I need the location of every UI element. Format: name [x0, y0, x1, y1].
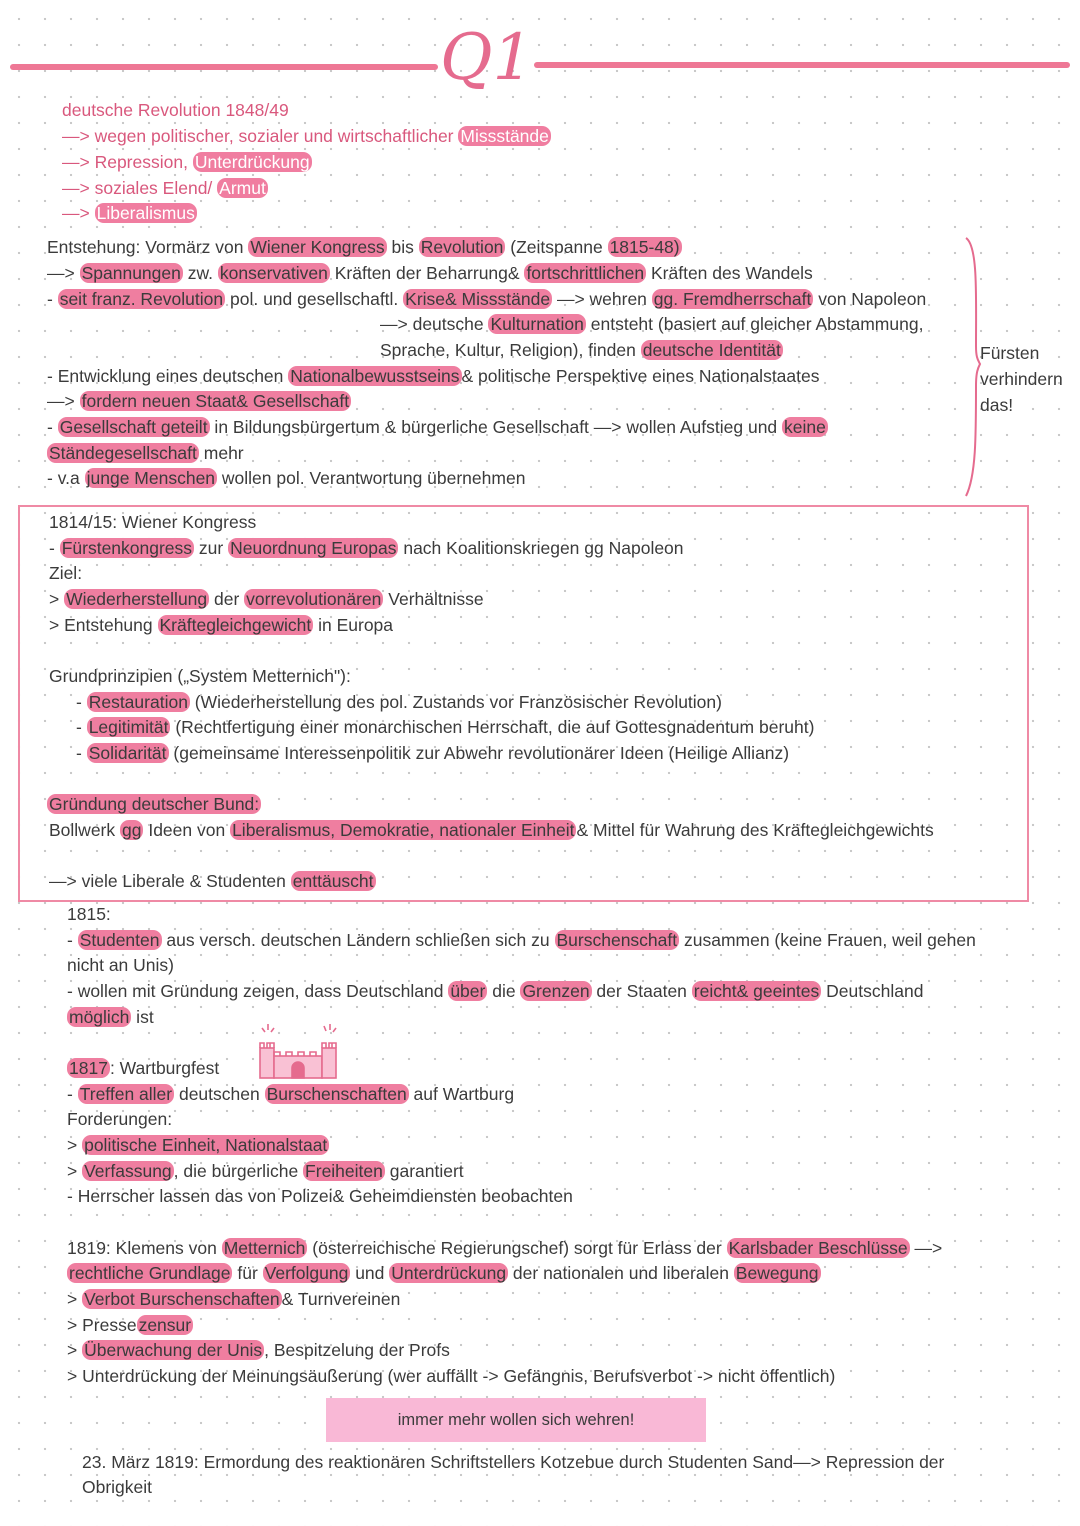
side-note-line: verhindern	[980, 369, 1063, 389]
text-segment: - Herrscher lassen das von Polizei& Geheimdiensten beobachten	[67, 1186, 573, 1206]
note-line	[62, 125, 551, 147]
highlighted-text: Fürstenkongress	[61, 538, 193, 558]
castle-icon	[248, 1020, 340, 1082]
text-segment: der nationalen und liberalen	[508, 1263, 734, 1283]
note-line	[47, 467, 525, 489]
highlighted-text: fordern neuen Staat& Gesellschaft	[81, 391, 350, 411]
note-line	[47, 262, 813, 284]
text-segment: entsteht (basiert auf gleicher Abstammung,	[585, 314, 924, 334]
text-segment: >	[67, 1135, 83, 1155]
text-segment: > Entstehung	[49, 615, 158, 635]
text-segment: 1814/15: Wiener Kongress	[49, 512, 257, 532]
note-line	[62, 177, 268, 199]
text-segment: die	[487, 981, 521, 1001]
text-segment: in Bildungsbürgertum & bürgerliche Gesellschaft —> wollen Aufstieg und	[209, 417, 783, 437]
text-segment: Obrigkeit	[82, 1477, 153, 1497]
highlighted-text: zensur	[138, 1315, 192, 1335]
text-segment: der	[209, 589, 245, 609]
note-line	[82, 1451, 944, 1473]
note-line	[67, 1057, 219, 1079]
text-segment: - v.a	[47, 468, 85, 488]
text-segment: —> soziales Elend/	[62, 178, 218, 198]
text-segment: deutsche Revolution 1848/49	[62, 100, 289, 120]
note-line	[380, 339, 783, 361]
highlighted-text: Restauration	[88, 692, 188, 712]
highlighted-text: Studenten	[79, 930, 160, 950]
side-note-line: Fürsten	[980, 343, 1040, 363]
note-line	[47, 416, 828, 438]
text-segment: Forderungen:	[67, 1109, 173, 1129]
side-note	[980, 340, 1063, 418]
text-segment: 23. März 1819: Ermordung des reaktionären Schriftstellers Kotzebue durch Studenten Sand—> Repression der	[82, 1452, 945, 1472]
title-rule-right	[534, 62, 1070, 68]
note-line	[67, 903, 111, 925]
text-segment: in Europa	[313, 615, 394, 635]
highlighted-text: Freiheiten	[305, 1161, 383, 1181]
highlighted-text: deutsche Identität	[642, 340, 781, 360]
text-segment: (gemeinsame Interessenpolitik zur Abwehr revolutionärer Ideen (Heilige Allianz)	[168, 743, 790, 763]
text-segment: -	[76, 692, 87, 712]
text-segment: (Zeitspanne	[505, 237, 608, 257]
highlighted-text: enttäuscht	[292, 871, 374, 891]
highlighted-text: 1817	[69, 1058, 108, 1078]
text-segment: -	[67, 1084, 78, 1104]
text-segment: Kräften des Wandels	[646, 263, 813, 283]
text-segment: —>	[62, 203, 95, 223]
text-segment: der Staaten	[591, 981, 692, 1001]
text-segment: Deutschland	[821, 981, 924, 1001]
note-line	[67, 1339, 450, 1361]
note-line	[67, 1262, 821, 1284]
text-segment: -	[47, 289, 58, 309]
text-segment: >	[49, 589, 65, 609]
text-segment: >	[67, 1289, 83, 1309]
highlighted-text: fortschrittlichen	[526, 263, 645, 283]
text-segment: zur	[194, 538, 229, 558]
text-segment: >	[67, 1161, 83, 1181]
text-segment: & politische Perspektive eines Nationalstaates	[461, 366, 820, 386]
note-line	[67, 1108, 172, 1130]
title-rule-left	[10, 64, 438, 70]
text-segment: —> Repression,	[62, 152, 193, 172]
highlighted-text: junge Menschen	[86, 468, 216, 488]
text-segment: 1815:	[67, 904, 111, 924]
note-line	[47, 288, 926, 310]
text-segment: >	[67, 1340, 83, 1360]
text-segment: —> wehren	[552, 289, 652, 309]
text-segment: auf Wartburg	[408, 1084, 515, 1104]
note-line	[67, 1160, 464, 1182]
highlighted-text: Krise& Missstände	[405, 289, 551, 309]
text-segment: zusammen (keine Frauen, weil gehen	[679, 930, 976, 950]
page-title: Q1	[440, 21, 534, 95]
highlighted-text: Ständegesellschaft	[49, 443, 197, 463]
text-segment: - wollen mit Gründung zeigen, dass Deutschland	[67, 981, 449, 1001]
highlighted-text: vorrevolutionären	[246, 589, 382, 609]
highlighted-text: Überwachung der Unis	[84, 1340, 263, 1360]
highlighted-text: Liberalismus, Demokratie, nationaler Einheit	[232, 820, 575, 840]
highlighted-text: rechtliche Grundlage	[69, 1263, 231, 1283]
text-segment: (österreichische Regierungschef) sorgt für Erlass der	[307, 1238, 727, 1258]
text-segment: -	[49, 538, 60, 558]
text-segment: aus versch. deutschen Ländern schließen sich zu	[161, 930, 555, 950]
highlighted-text: Unterdrückung	[391, 1263, 507, 1283]
text-segment: —>	[47, 263, 80, 283]
highlighted-text: seit franz. Revolution	[59, 289, 224, 309]
text-segment: —>	[909, 1238, 943, 1258]
highlighted-text: möglich	[69, 1007, 130, 1027]
text-segment: (Rechtfertigung einer monarchischen Herrschaft, die auf Gottesgnadentum beruht)	[170, 717, 815, 737]
text-segment: garantiert	[384, 1161, 464, 1181]
note-line	[62, 202, 197, 224]
text-segment: —> viele Liberale & Studenten	[49, 871, 291, 891]
highlighted-text: Neuordnung Europas	[230, 538, 397, 558]
note-line	[47, 236, 682, 258]
callout-text: immer mehr wollen sich wehren!	[397, 1410, 635, 1429]
note-line	[67, 1288, 400, 1310]
highlighted-text: Treffen aller	[79, 1084, 173, 1104]
highlighted-text: Wiener Kongress	[250, 237, 385, 257]
note-line	[67, 1314, 193, 1336]
text-segment: nicht an Unis)	[67, 955, 174, 975]
note-line	[67, 1365, 835, 1387]
text-segment: -	[76, 717, 87, 737]
text-segment: & Mittel für Wahrung des Kräftegleichgewichts	[576, 820, 934, 840]
highlighted-text: Gründung deutscher Bund:	[49, 794, 260, 814]
highlighted-text: reicht& geeintes	[693, 981, 820, 1001]
highlighted-text: Armut	[219, 178, 266, 198]
text-segment: Entstehung: Vormärz von	[47, 237, 249, 257]
highlighted-text: Nationalbewusstseins	[290, 366, 460, 386]
note-line	[380, 313, 923, 335]
highlighted-text: gg	[122, 820, 142, 840]
text-segment: & Turnvereinen	[281, 1289, 401, 1309]
highlighted-text: konservativen	[219, 263, 328, 283]
text-segment: Kräften der Beharrung&	[329, 263, 525, 283]
text-segment: > Presse	[67, 1315, 137, 1335]
note-line	[62, 151, 312, 173]
highlighted-text: Verbot Burschenschaften	[84, 1289, 280, 1309]
text-segment: —>	[47, 391, 80, 411]
text-segment: Ideen von	[143, 820, 231, 840]
highlighted-text: politische Einheit, Nationalstaat	[84, 1135, 328, 1155]
note-line	[62, 99, 289, 121]
highlighted-text: gg. Fremdherrschaft	[653, 289, 812, 309]
text-segment: pol. und gesellschaftl.	[225, 289, 404, 309]
highlighted-text: Bewegung	[735, 1263, 819, 1283]
highlighted-text: Legitimität	[88, 717, 169, 737]
highlighted-text: Revolution	[420, 237, 504, 257]
text-segment: und	[350, 1263, 390, 1283]
highlighted-text: Verfassung	[84, 1161, 172, 1181]
note-line	[67, 1006, 154, 1028]
highlighted-text: keine	[784, 417, 826, 437]
highlighted-text: Burschenschaft	[556, 930, 678, 950]
text-segment: Bollwerk	[49, 820, 120, 840]
text-segment: Sprache, Kultur, Religion), finden	[380, 340, 641, 360]
text-segment: -	[47, 417, 58, 437]
note-line	[67, 1083, 514, 1105]
text-segment: für	[232, 1263, 263, 1283]
note-line	[67, 1185, 573, 1207]
text-segment: -	[76, 743, 87, 763]
highlighted-text: Burschenschaften	[266, 1084, 407, 1104]
note-line	[67, 929, 976, 951]
text-segment: Grundprinzipien („System Metternich"):	[49, 666, 351, 686]
callout-box	[326, 1398, 706, 1442]
highlighted-text: Wiederherstellung	[66, 589, 208, 609]
text-segment: deutschen	[174, 1084, 265, 1104]
note-line	[82, 1476, 152, 1498]
highlighted-text: 1815-48)	[609, 237, 680, 257]
text-segment: nach Koalitionskriegen gg Napoleon	[398, 538, 684, 558]
highlighted-text: Kräftegleichgewicht	[159, 615, 312, 635]
text-segment: —> deutsche	[380, 314, 489, 334]
text-segment: (Wiederherstellung des pol. Zustands vor Französischer Revolution)	[189, 692, 722, 712]
text-segment: : Wartburgfest	[109, 1058, 220, 1078]
highlighted-text: über	[450, 981, 486, 1001]
note-line	[67, 1134, 329, 1156]
note-line	[47, 442, 244, 464]
text-segment: , Bespitzelung der Profs	[264, 1340, 450, 1360]
text-segment: —> wegen politischer, sozialer und wirtschaftlicher	[62, 126, 459, 146]
side-note-line: das!	[980, 395, 1014, 415]
note-line	[67, 954, 174, 976]
highlighted-text: Gesellschaft geteilt	[59, 417, 208, 437]
highlighted-text: Liberalismus	[96, 203, 195, 223]
text-segment: -	[67, 930, 78, 950]
text-segment: mehr	[198, 443, 244, 463]
note-line	[67, 980, 923, 1002]
highlighted-text: Grenzen	[522, 981, 590, 1001]
highlighted-text: Metternich	[223, 1238, 306, 1258]
highlighted-text: Solidarität	[88, 743, 167, 763]
text-segment: 1819: Klemens von	[67, 1238, 222, 1258]
text-segment: Verhältnisse	[383, 589, 484, 609]
note-line	[47, 365, 820, 387]
text-segment: bis	[386, 237, 419, 257]
highlighted-text: Spannungen	[81, 263, 181, 283]
text-segment: > Unterdrückung der Meinungsäußerung (wer auffällt -> Gefängnis, Berufsverbot -> nicht öffentlich)	[67, 1366, 836, 1386]
text-segment: Ziel:	[49, 563, 83, 583]
brace-icon	[962, 236, 982, 498]
highlighted-text: Karlsbader Beschlüsse	[728, 1238, 908, 1258]
text-segment: , die bürgerliche	[173, 1161, 304, 1181]
text-segment: ist	[131, 1007, 154, 1027]
wiener-kongress-box	[18, 505, 1029, 902]
note-line	[47, 390, 351, 412]
text-segment: von Napoleon	[813, 289, 927, 309]
highlighted-text: Verfolgung	[264, 1263, 349, 1283]
text-segment: zw.	[182, 263, 218, 283]
text-segment: wollen pol. Verantwortung übernehmen	[217, 468, 526, 488]
highlighted-text: Unterdrückung	[194, 152, 310, 172]
highlighted-text: Kulturnation	[490, 314, 584, 334]
note-line	[67, 1237, 942, 1259]
highlighted-text: Missstände	[460, 126, 549, 146]
text-segment: - Entwicklung eines deutschen	[47, 366, 289, 386]
